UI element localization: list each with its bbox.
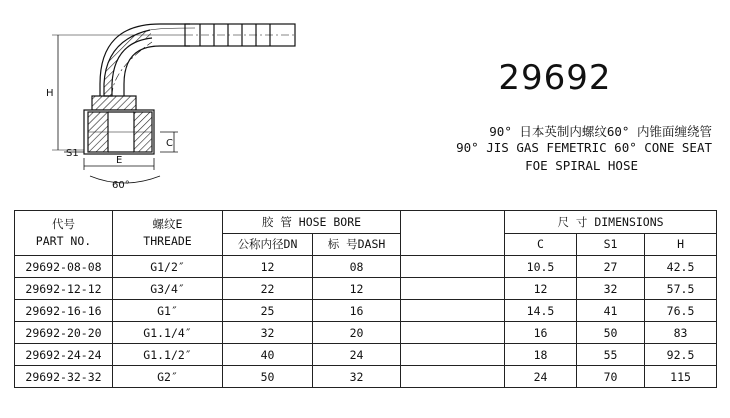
table-row <box>15 366 717 388</box>
cell-s1: 27 <box>577 256 645 278</box>
header-thread-cn: 螺纹E <box>152 217 183 231</box>
table-row <box>15 256 717 278</box>
description-en-line2: FOE SPIRAL HOSE <box>525 158 638 173</box>
cell-dn: 22 <box>223 278 313 300</box>
description-en-line1: 90° JIS GAS FEMETRIC 60° CONE SEAT <box>456 140 712 155</box>
cell-s1: 55 <box>577 344 645 366</box>
cell-gap <box>401 256 505 278</box>
cell-h: 92.5 <box>645 344 717 366</box>
cell-h: 115 <box>645 366 717 388</box>
cell-part-no: 29692-32-32 <box>15 366 113 388</box>
header-c: C <box>505 233 577 256</box>
fitting-drawing <box>0 0 430 200</box>
cell-gap <box>401 278 505 300</box>
cell-thread: G3/4″ <box>113 278 223 300</box>
header-thread-en: THREADE <box>143 234 192 248</box>
cell-dn: 40 <box>223 344 313 366</box>
cell-thread: G1.1/4″ <box>113 322 223 344</box>
dimension-e-label: E <box>116 155 123 166</box>
cell-thread: G1/2″ <box>113 256 223 278</box>
nut-body <box>84 96 154 154</box>
cell-part-no: 29692-16-16 <box>15 300 113 322</box>
cell-gap <box>401 300 505 322</box>
cell-h: 76.5 <box>645 300 717 322</box>
header-h: H <box>645 233 717 256</box>
table-row <box>15 300 717 322</box>
table-header-row <box>15 211 717 234</box>
cell-gap <box>401 344 505 366</box>
cell-dash: 20 <box>313 322 401 344</box>
cell-c: 18 <box>505 344 577 366</box>
cell-thread: G1″ <box>113 300 223 322</box>
cell-dash: 08 <box>313 256 401 278</box>
cell-dash: 32 <box>313 366 401 388</box>
header-s1: S1 <box>577 233 645 256</box>
header-dn: 公称内径DN <box>223 233 313 256</box>
cell-h: 42.5 <box>645 256 717 278</box>
cell-dn: 25 <box>223 300 313 322</box>
cell-h: 57.5 <box>645 278 717 300</box>
cell-dn: 12 <box>223 256 313 278</box>
cell-s1: 41 <box>577 300 645 322</box>
part-number-title: 29692 <box>498 58 612 98</box>
header-dimensions: 尺 寸 DIMENSIONS <box>505 211 717 234</box>
cell-c: 24 <box>505 366 577 388</box>
header-thread <box>113 211 223 256</box>
cell-dash: 24 <box>313 344 401 366</box>
cell-c: 10.5 <box>505 256 577 278</box>
cell-c: 12 <box>505 278 577 300</box>
hose-tail <box>185 24 295 46</box>
cell-gap <box>401 322 505 344</box>
dimension-angle-label: 60° <box>112 180 130 191</box>
header-part-no-cn: 代号 <box>52 217 75 231</box>
header-gap <box>401 211 505 256</box>
dimension-s1-label: S1 <box>66 148 79 159</box>
table-row <box>15 322 717 344</box>
dimension-c-label: C <box>166 138 173 149</box>
cell-part-no: 29692-08-08 <box>15 256 113 278</box>
cell-thread: G2″ <box>113 366 223 388</box>
spec-table <box>14 210 717 388</box>
header-part-no <box>15 211 113 256</box>
cell-dash: 12 <box>313 278 401 300</box>
cell-h: 83 <box>645 322 717 344</box>
cell-c: 14.5 <box>505 300 577 322</box>
header-hose-bore: 胶 管 HOSE BORE <box>223 211 401 234</box>
cell-part-no: 29692-12-12 <box>15 278 113 300</box>
cell-dn: 50 <box>223 366 313 388</box>
cell-dn: 32 <box>223 322 313 344</box>
cell-gap <box>401 366 505 388</box>
header-dash: 标 号DASH <box>313 233 401 256</box>
dimension-h-label: H <box>46 88 54 99</box>
description-cn: 90° 日本英制内螺纹60° 内锥面缠绕管 <box>489 124 712 139</box>
table-row <box>15 278 717 300</box>
header-part-no-en: PART NO. <box>35 234 92 248</box>
cell-dash: 16 <box>313 300 401 322</box>
cell-part-no: 29692-24-24 <box>15 344 113 366</box>
table-row <box>15 344 717 366</box>
cell-part-no: 29692-20-20 <box>15 322 113 344</box>
cell-s1: 70 <box>577 366 645 388</box>
cell-thread: G1.1/2″ <box>113 344 223 366</box>
cell-c: 16 <box>505 322 577 344</box>
cell-s1: 32 <box>577 278 645 300</box>
cell-s1: 50 <box>577 322 645 344</box>
